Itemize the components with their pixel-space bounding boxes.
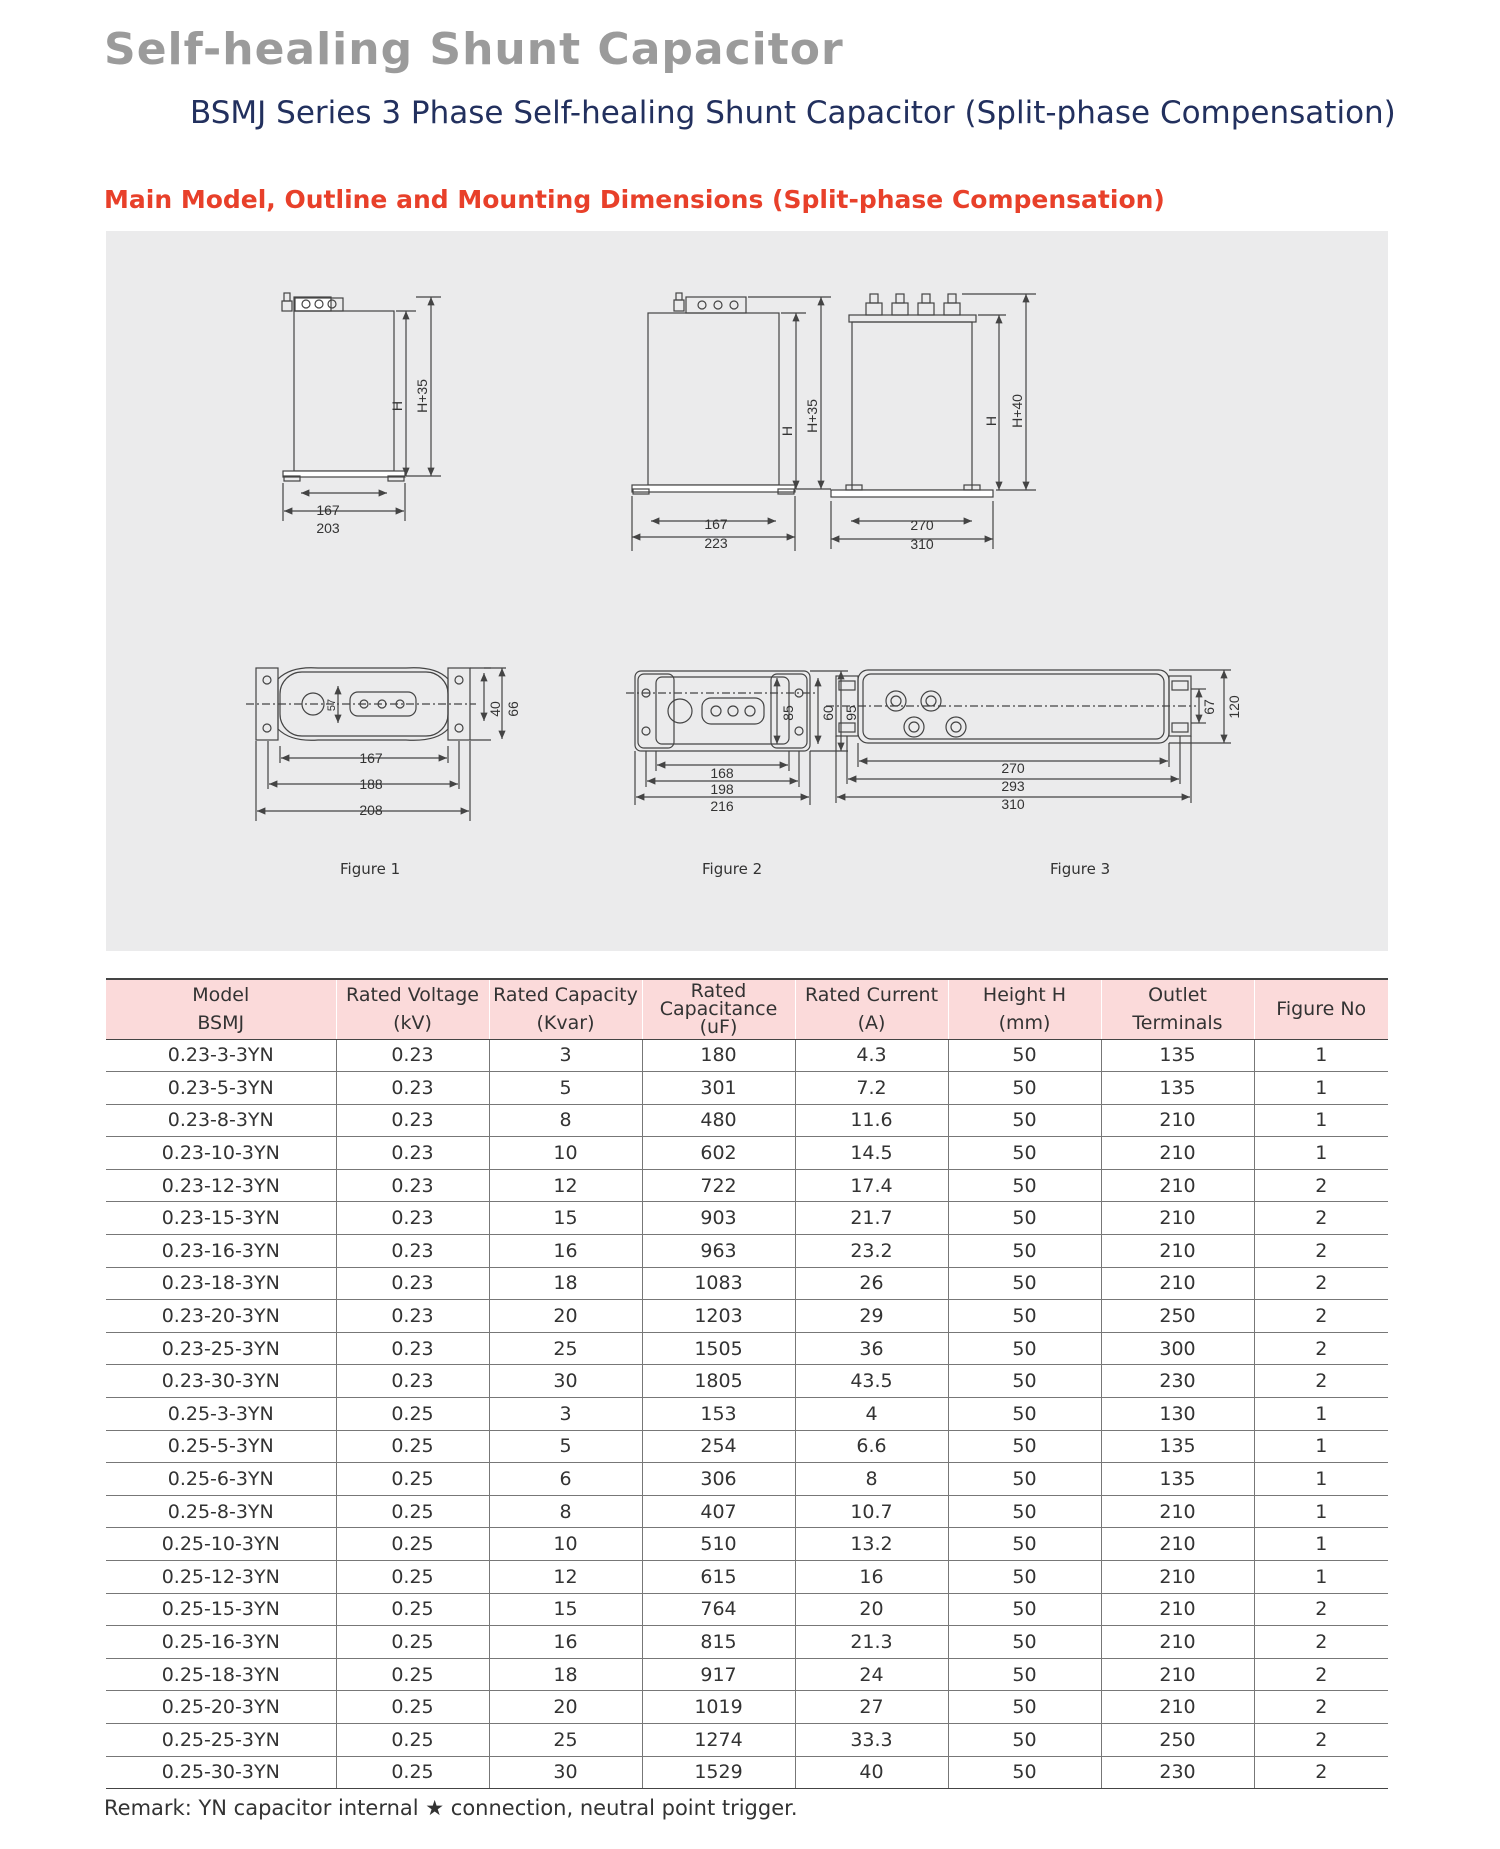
cell-rated-voltage: 0.25 <box>336 1561 489 1594</box>
cell-outlet-terminals: 300 <box>1101 1332 1254 1365</box>
figure-2-side-view <box>632 293 831 551</box>
figure-1-top-view <box>246 668 506 821</box>
cell-rated-voltage: 0.23 <box>336 1137 489 1170</box>
page-title: Self-healing Shunt Capacitor <box>104 24 844 75</box>
cell-rated-current: 17.4 <box>795 1169 948 1202</box>
cell-rated-capacitance: 180 <box>642 1039 795 1072</box>
cell-outlet-terminals: 210 <box>1101 1626 1254 1659</box>
cell-figure-no: 1 <box>1254 1137 1388 1170</box>
cell-rated-capacitance: 764 <box>642 1593 795 1626</box>
table-row <box>106 1267 1388 1300</box>
cell-rated-current: 6.6 <box>795 1430 948 1463</box>
cell-height: 50 <box>948 1626 1101 1659</box>
table-row <box>106 1691 1388 1724</box>
cell-outlet-terminals: 210 <box>1101 1593 1254 1626</box>
table-row <box>106 1235 1388 1268</box>
cell-rated-voltage: 0.25 <box>336 1593 489 1626</box>
fig2-top-depth-inner: 60 <box>820 705 836 721</box>
cell-model: 0.23-25-3YN <box>106 1332 336 1365</box>
cell-figure-no: 1 <box>1254 1104 1388 1137</box>
cell-rated-voltage: 0.25 <box>336 1691 489 1724</box>
cell-outlet-terminals: 135 <box>1101 1430 1254 1463</box>
cell-outlet-terminals: 210 <box>1101 1495 1254 1528</box>
cell-rated-capacitance: 1083 <box>642 1267 795 1300</box>
table-row <box>106 1495 1388 1528</box>
cell-height: 50 <box>948 1300 1101 1333</box>
cell-height: 50 <box>948 1267 1101 1300</box>
header-figure-no: Figure No <box>1254 979 1388 1039</box>
table-row <box>106 1169 1388 1202</box>
section-title: Main Model, Outline and Mounting Dimensions (Split-phase Compensation) <box>104 185 1165 214</box>
cell-figure-no: 2 <box>1254 1658 1388 1691</box>
cell-rated-voltage: 0.23 <box>336 1365 489 1398</box>
cell-figure-no: 1 <box>1254 1463 1388 1496</box>
cell-rated-capacity: 10 <box>489 1137 642 1170</box>
cell-figure-no: 1 <box>1254 1398 1388 1431</box>
cell-rated-voltage: 0.23 <box>336 1072 489 1105</box>
fig2-top-depth-outer: 95 <box>843 705 859 721</box>
cell-rated-capacitance: 1805 <box>642 1365 795 1398</box>
cell-rated-current: 33.3 <box>795 1723 948 1756</box>
cell-rated-capacitance: 1203 <box>642 1300 795 1333</box>
cell-model: 0.23-5-3YN <box>106 1072 336 1105</box>
figure-3-top-view <box>826 670 1231 803</box>
cell-rated-voltage: 0.23 <box>336 1104 489 1137</box>
figure-2-caption: Figure 2 <box>702 860 763 878</box>
cell-outlet-terminals: 250 <box>1101 1300 1254 1333</box>
cell-rated-voltage: 0.25 <box>336 1528 489 1561</box>
cell-rated-capacity: 3 <box>489 1039 642 1072</box>
cell-rated-voltage: 0.23 <box>336 1267 489 1300</box>
cell-rated-capacity: 5 <box>489 1430 642 1463</box>
cell-rated-capacity: 25 <box>489 1723 642 1756</box>
table-row <box>106 1398 1388 1431</box>
cell-rated-capacitance: 815 <box>642 1626 795 1659</box>
cell-figure-no: 1 <box>1254 1072 1388 1105</box>
fig2-top-width-2: 198 <box>710 781 734 797</box>
cell-figure-no: 2 <box>1254 1169 1388 1202</box>
cell-rated-capacity: 12 <box>489 1561 642 1594</box>
cell-rated-capacitance: 963 <box>642 1235 795 1268</box>
cell-rated-capacity: 25 <box>489 1332 642 1365</box>
fig2-top-width-1: 168 <box>710 765 734 781</box>
cell-rated-capacitance: 1274 <box>642 1723 795 1756</box>
cell-height: 50 <box>948 1691 1101 1724</box>
cell-figure-no: 1 <box>1254 1495 1388 1528</box>
cell-model: 0.25-12-3YN <box>106 1561 336 1594</box>
cell-outlet-terminals: 210 <box>1101 1235 1254 1268</box>
cell-rated-voltage: 0.23 <box>336 1202 489 1235</box>
header-rated-current: Rated Current (A) <box>795 979 948 1039</box>
cell-rated-capacitance: 306 <box>642 1463 795 1496</box>
fig2-side-height-total: H+35 <box>804 399 820 433</box>
table-row <box>106 1300 1388 1333</box>
cell-model: 0.23-15-3YN <box>106 1202 336 1235</box>
cell-figure-no: 2 <box>1254 1332 1388 1365</box>
cell-rated-current: 43.5 <box>795 1365 948 1398</box>
cell-rated-capacity: 15 <box>489 1202 642 1235</box>
cell-rated-capacitance: 1505 <box>642 1332 795 1365</box>
cell-height: 50 <box>948 1235 1101 1268</box>
cell-model: 0.23-16-3YN <box>106 1235 336 1268</box>
cell-outlet-terminals: 210 <box>1101 1528 1254 1561</box>
cell-rated-voltage: 0.25 <box>336 1723 489 1756</box>
cell-rated-voltage: 0.25 <box>336 1495 489 1528</box>
cell-figure-no: 2 <box>1254 1756 1388 1789</box>
cell-rated-current: 14.5 <box>795 1137 948 1170</box>
fig2-side-height: H <box>779 425 795 437</box>
fig3-top-depth-outer: 120 <box>1226 695 1242 719</box>
cell-rated-capacitance: 1529 <box>642 1756 795 1789</box>
cell-rated-current: 24 <box>795 1658 948 1691</box>
cell-rated-capacity: 5 <box>489 1072 642 1105</box>
cell-model: 0.23-8-3YN <box>106 1104 336 1137</box>
cell-rated-capacity: 6 <box>489 1463 642 1496</box>
cell-rated-capacitance: 903 <box>642 1202 795 1235</box>
cell-rated-capacity: 8 <box>489 1104 642 1137</box>
fig1-side-width-inner: 167 <box>316 502 340 518</box>
fig1-top-width-3: 208 <box>359 802 383 818</box>
cell-model: 0.23-20-3YN <box>106 1300 336 1333</box>
cell-rated-capacity: 12 <box>489 1169 642 1202</box>
fig3-side-width-outer: 310 <box>910 536 934 552</box>
cell-outlet-terminals: 250 <box>1101 1723 1254 1756</box>
cell-outlet-terminals: 135 <box>1101 1463 1254 1496</box>
fig3-top-depth-inner: 67 <box>1201 699 1217 715</box>
fig1-top-inner: 57 <box>326 698 338 712</box>
fig3-side-height-total: H+40 <box>1009 394 1025 428</box>
figure-3-side-view <box>831 294 1036 549</box>
cell-figure-no: 2 <box>1254 1365 1388 1398</box>
cell-figure-no: 2 <box>1254 1300 1388 1333</box>
cell-rated-capacity: 18 <box>489 1658 642 1691</box>
cell-rated-capacity: 18 <box>489 1267 642 1300</box>
cell-outlet-terminals: 210 <box>1101 1169 1254 1202</box>
cell-rated-capacity: 3 <box>489 1398 642 1431</box>
cell-height: 50 <box>948 1756 1101 1789</box>
table-row <box>106 1723 1388 1756</box>
header-rated-voltage: Rated Voltage (kV) <box>336 979 489 1039</box>
cell-model: 0.23-3-3YN <box>106 1039 336 1072</box>
figure-2-top-view <box>626 671 848 805</box>
cell-rated-current: 13.2 <box>795 1528 948 1561</box>
cell-model: 0.25-3-3YN <box>106 1398 336 1431</box>
cell-figure-no: 2 <box>1254 1691 1388 1724</box>
cell-height: 50 <box>948 1495 1101 1528</box>
cell-height: 50 <box>948 1723 1101 1756</box>
header-rated-capacity: Rated Capacity (Kvar) <box>489 979 642 1039</box>
header-height: Height H (mm) <box>948 979 1101 1039</box>
table-row <box>106 1137 1388 1170</box>
cell-model: 0.23-12-3YN <box>106 1169 336 1202</box>
cell-outlet-terminals: 230 <box>1101 1756 1254 1789</box>
cell-rated-current: 36 <box>795 1332 948 1365</box>
cell-rated-capacity: 16 <box>489 1235 642 1268</box>
cell-rated-current: 20 <box>795 1593 948 1626</box>
cell-height: 50 <box>948 1039 1101 1072</box>
cell-rated-current: 16 <box>795 1561 948 1594</box>
fig2-side-width-outer: 223 <box>704 535 728 551</box>
cell-rated-current: 8 <box>795 1463 948 1496</box>
cell-rated-current: 7.2 <box>795 1072 948 1105</box>
table-row <box>106 1626 1388 1659</box>
cell-rated-capacity: 10 <box>489 1528 642 1561</box>
cell-model: 0.25-5-3YN <box>106 1430 336 1463</box>
cell-rated-capacitance: 722 <box>642 1169 795 1202</box>
remark-note: Remark: YN capacitor internal ★ connection, neutral point trigger. <box>104 1796 798 1820</box>
cell-rated-capacity: 8 <box>489 1495 642 1528</box>
cell-rated-current: 4.3 <box>795 1039 948 1072</box>
cell-rated-capacitance: 480 <box>642 1104 795 1137</box>
fig3-top-width-2: 293 <box>1001 778 1025 794</box>
cell-rated-voltage: 0.23 <box>336 1235 489 1268</box>
cell-rated-capacity: 20 <box>489 1691 642 1724</box>
cell-height: 50 <box>948 1593 1101 1626</box>
cell-model: 0.25-15-3YN <box>106 1593 336 1626</box>
header-model: Model BSMJ <box>106 979 336 1039</box>
table-row <box>106 1561 1388 1594</box>
cell-figure-no: 1 <box>1254 1528 1388 1561</box>
cell-height: 50 <box>948 1365 1101 1398</box>
table-row <box>106 1528 1388 1561</box>
cell-rated-voltage: 0.25 <box>336 1756 489 1789</box>
cell-rated-current: 40 <box>795 1756 948 1789</box>
table-row <box>106 1039 1388 1072</box>
cell-height: 50 <box>948 1528 1101 1561</box>
cell-model: 0.25-8-3YN <box>106 1495 336 1528</box>
fig1-top-width-2: 188 <box>359 776 383 792</box>
cell-rated-current: 11.6 <box>795 1104 948 1137</box>
figure-1-caption: Figure 1 <box>340 860 401 878</box>
fig1-side-height-total: H+35 <box>414 379 430 413</box>
fig3-top-width-1: 270 <box>1001 760 1025 776</box>
fig1-side-height: H <box>389 400 405 412</box>
cell-rated-capacity: 20 <box>489 1300 642 1333</box>
cell-rated-capacitance: 1019 <box>642 1691 795 1724</box>
cell-model: 0.25-25-3YN <box>106 1723 336 1756</box>
cell-rated-voltage: 0.25 <box>336 1398 489 1431</box>
cell-outlet-terminals: 210 <box>1101 1202 1254 1235</box>
fig1-top-width-1: 167 <box>359 750 383 766</box>
cell-rated-current: 27 <box>795 1691 948 1724</box>
table-row <box>106 1365 1388 1398</box>
cell-figure-no: 2 <box>1254 1202 1388 1235</box>
cell-figure-no: 1 <box>1254 1430 1388 1463</box>
fig1-top-depth-inner: 40 <box>487 701 503 717</box>
header-rated-capacitance: Rated Capacitance (uF) <box>642 979 795 1039</box>
cell-figure-no: 2 <box>1254 1593 1388 1626</box>
cell-outlet-terminals: 210 <box>1101 1561 1254 1594</box>
cell-height: 50 <box>948 1202 1101 1235</box>
cell-rated-current: 23.2 <box>795 1235 948 1268</box>
cell-figure-no: 1 <box>1254 1039 1388 1072</box>
table-row <box>106 1332 1388 1365</box>
cell-model: 0.25-6-3YN <box>106 1463 336 1496</box>
cell-model: 0.25-16-3YN <box>106 1626 336 1659</box>
cell-outlet-terminals: 135 <box>1101 1072 1254 1105</box>
cell-rated-current: 10.7 <box>795 1495 948 1528</box>
cell-model: 0.23-18-3YN <box>106 1267 336 1300</box>
cell-model: 0.23-30-3YN <box>106 1365 336 1398</box>
table-header-row <box>106 979 1388 1039</box>
spec-table <box>106 978 1388 1789</box>
table-row <box>106 1463 1388 1496</box>
cell-height: 50 <box>948 1398 1101 1431</box>
cell-height: 50 <box>948 1137 1101 1170</box>
cell-outlet-terminals: 210 <box>1101 1691 1254 1724</box>
fig2-top-width-3: 216 <box>710 798 734 814</box>
fig1-side-width-outer: 203 <box>316 520 340 536</box>
cell-rated-voltage: 0.25 <box>336 1626 489 1659</box>
cell-rated-current: 26 <box>795 1267 948 1300</box>
table-row <box>106 1104 1388 1137</box>
cell-rated-capacitance: 254 <box>642 1430 795 1463</box>
cell-model: 0.25-20-3YN <box>106 1691 336 1724</box>
fig2-side-width-inner: 167 <box>704 516 728 532</box>
cell-rated-voltage: 0.25 <box>336 1430 489 1463</box>
cell-rated-capacitance: 917 <box>642 1658 795 1691</box>
cell-rated-capacity: 16 <box>489 1626 642 1659</box>
cell-height: 50 <box>948 1169 1101 1202</box>
cell-outlet-terminals: 210 <box>1101 1658 1254 1691</box>
page-subtitle: BSMJ Series 3 Phase Self-healing Shunt Capacitor (Split-phase Compensation) <box>190 95 1396 131</box>
cell-height: 50 <box>948 1104 1101 1137</box>
cell-rated-voltage: 0.23 <box>336 1039 489 1072</box>
fig1-top-depth-outer: 66 <box>505 701 521 717</box>
cell-rated-capacitance: 407 <box>642 1495 795 1528</box>
cell-rated-capacitance: 615 <box>642 1561 795 1594</box>
cell-rated-capacity: 30 <box>489 1756 642 1789</box>
cell-height: 50 <box>948 1658 1101 1691</box>
cell-outlet-terminals: 210 <box>1101 1104 1254 1137</box>
fig2-top-inner: 85 <box>780 705 796 721</box>
table-row <box>106 1202 1388 1235</box>
table-row <box>106 1756 1388 1789</box>
outline-drawings <box>106 231 1388 951</box>
cell-rated-voltage: 0.23 <box>336 1332 489 1365</box>
cell-figure-no: 2 <box>1254 1723 1388 1756</box>
cell-model: 0.25-18-3YN <box>106 1658 336 1691</box>
table-row <box>106 1430 1388 1463</box>
cell-rated-current: 21.7 <box>795 1202 948 1235</box>
cell-figure-no: 2 <box>1254 1267 1388 1300</box>
figure-panel <box>106 231 1388 951</box>
table-row <box>106 1072 1388 1105</box>
cell-model: 0.25-10-3YN <box>106 1528 336 1561</box>
header-outlet-terminals: Outlet Terminals <box>1101 979 1254 1039</box>
cell-figure-no: 2 <box>1254 1626 1388 1659</box>
cell-height: 50 <box>948 1430 1101 1463</box>
cell-rated-capacity: 30 <box>489 1365 642 1398</box>
cell-rated-capacity: 15 <box>489 1593 642 1626</box>
cell-figure-no: 2 <box>1254 1235 1388 1268</box>
cell-height: 50 <box>948 1332 1101 1365</box>
cell-height: 50 <box>948 1072 1101 1105</box>
cell-outlet-terminals: 130 <box>1101 1398 1254 1431</box>
cell-height: 50 <box>948 1463 1101 1496</box>
figure-3-caption: Figure 3 <box>1050 860 1111 878</box>
cell-rated-capacitance: 602 <box>642 1137 795 1170</box>
cell-model: 0.25-30-3YN <box>106 1756 336 1789</box>
cell-rated-capacitance: 510 <box>642 1528 795 1561</box>
cell-outlet-terminals: 210 <box>1101 1267 1254 1300</box>
cell-rated-capacitance: 153 <box>642 1398 795 1431</box>
cell-rated-current: 4 <box>795 1398 948 1431</box>
cell-outlet-terminals: 135 <box>1101 1039 1254 1072</box>
cell-rated-voltage: 0.25 <box>336 1658 489 1691</box>
cell-outlet-terminals: 210 <box>1101 1137 1254 1170</box>
fig3-side-height: H <box>983 415 999 427</box>
cell-rated-capacitance: 301 <box>642 1072 795 1105</box>
cell-model: 0.23-10-3YN <box>106 1137 336 1170</box>
cell-rated-voltage: 0.25 <box>336 1463 489 1496</box>
table-row <box>106 1658 1388 1691</box>
table-row <box>106 1593 1388 1626</box>
cell-rated-voltage: 0.23 <box>336 1169 489 1202</box>
fig3-top-width-3: 310 <box>1001 796 1025 812</box>
cell-rated-current: 21.3 <box>795 1626 948 1659</box>
cell-outlet-terminals: 230 <box>1101 1365 1254 1398</box>
fig3-side-width-inner: 270 <box>910 517 934 533</box>
cell-rated-voltage: 0.23 <box>336 1300 489 1333</box>
cell-figure-no: 1 <box>1254 1561 1388 1594</box>
cell-rated-current: 29 <box>795 1300 948 1333</box>
cell-height: 50 <box>948 1561 1101 1594</box>
